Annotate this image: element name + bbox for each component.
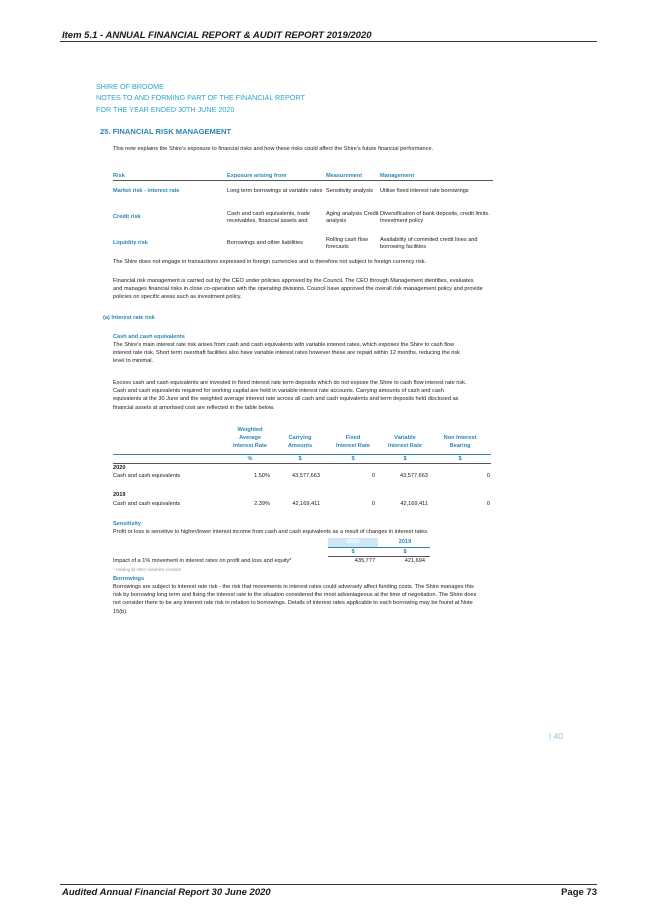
report-header-title: Item 5.1 - ANNUAL FINANCIAL REPORT & AUDIT REPORT 2019/2020: [62, 30, 372, 41]
exposure-col-header: Exposure arising from: [227, 172, 326, 181]
shire-name: SHIRE OF BROOME: [96, 82, 164, 91]
risk-management: Utilise fixed interest rate borrowings: [380, 188, 469, 195]
col-fixed-rate-header: Fixed Interest Rate: [336, 435, 370, 449]
sensitivity-text: Profit or loss is sensitive to higher/lower interest income from cash and cash equivalents as a result of changes in interest rates.: [113, 529, 429, 535]
cash-heading: Cash and cash equivalents: [113, 334, 185, 340]
variable-2019: 42,169,411: [400, 501, 428, 507]
col-variable-rate-header: Variable Interest Rate: [388, 435, 422, 449]
header-divider: [60, 41, 597, 42]
year-2019-label: 2019: [113, 492, 126, 498]
sens-value-2019: 421,694: [404, 558, 425, 564]
col-non-interest-header: Non Interest Bearing: [443, 435, 477, 449]
borrowings-heading: Borrowings: [113, 576, 145, 582]
cash-paragraph-2: Excess cash and cash equivalents are invested in fixed interest rate term deposits which do not expose the Shire to cash flow interest rate risk. Cash and cash equivalents required for working capital are held in variable interest rate accounts. Carrying amounts of cash and cash equivalents at the 30 June and the weighted average interest rate across all cash and cash equivalents and term deposits held disclosed as financial assets at amortised cost are reflected in the table below.: [113, 380, 467, 411]
risk-measurement: Aging analysis Credit analysis: [326, 210, 379, 224]
risk-measurement: Sensitivity analysis: [326, 188, 373, 195]
sens-col-2020: 2020: [346, 539, 360, 545]
sensitivity-heading: Sensitivity: [113, 521, 141, 527]
risk-name: Credit risk: [113, 214, 141, 220]
row-label-2019: Cash and cash equivalents: [113, 501, 181, 507]
sens-unit-2020: $: [351, 549, 355, 555]
risk-table-header: [113, 172, 493, 181]
fixed-2019: 0: [371, 501, 375, 507]
carrying-2020: 43,577,663: [292, 473, 320, 479]
footer-page-number: Page 73: [561, 887, 597, 898]
sens-col-2019: 2019: [398, 539, 412, 545]
risk-name: Market risk - interest rate: [113, 188, 180, 195]
risk-management: Availability of commited credit lines and borrowing facilities: [380, 236, 478, 250]
risk-exposure: Borrowings and other liabilities: [227, 240, 303, 246]
rate-2019: 2.39%: [254, 501, 270, 507]
footer-divider: [60, 884, 597, 885]
non-interest-2019: 0: [486, 501, 490, 507]
risk-table: [113, 172, 493, 255]
unit-dollar: $: [403, 456, 407, 462]
sens-unit-2019: $: [403, 549, 407, 555]
carrying-2019: 42,169,411: [292, 501, 320, 507]
fixed-2020: 0: [371, 473, 375, 479]
rate-2020: 1.50%: [254, 473, 270, 479]
year-2020-label: 2020: [113, 465, 126, 471]
borrowings-text: Borrowings are subject to interest rate risk - the risk that movements in interest rates could adversely affect funding costs. The Shire manages this risk by borrowing long term and fixing the interest rate to the situation considered the most advantageous at the time of negotiation. The Shire does not consider there to be any interest rate risk in relation to borrowings. Details of interest rates applicable to each borrowing may be found at Note 15(b).: [113, 584, 477, 615]
risk-management-paragraph: Financial risk management is carried out by the CEO under policies approved by the Council. The CEO through Management identifies, evaluates and manages financial risks in close co-operation with the operating divisions. Council have approved the overall risk management policy and provide policies on specific areas such as investment policy.: [113, 278, 483, 301]
page-marker: | 40: [548, 731, 563, 741]
notes-title: NOTES TO AND FORMING PART OF THE FINANCIAL REPORT: [96, 93, 305, 103]
row-label-2020: Cash and cash equivalents: [113, 473, 181, 479]
col-carrying-amounts-header: Carrying Amounts: [287, 435, 313, 449]
shire-heading-block: [96, 81, 305, 115]
measurement-col-header: Measurement: [326, 172, 380, 181]
table-row: [113, 233, 493, 255]
unit-percent: %: [247, 456, 253, 462]
sens-value-2020: 435,777: [354, 558, 375, 564]
unit-underline: [113, 463, 491, 464]
intro-paragraph: This note explains the Shire's exposure to financial risks and how these risks could affect the Shire's future financial performance.: [113, 146, 434, 152]
risk-name: Liquidity risk: [113, 240, 148, 246]
unit-dollar: $: [298, 456, 302, 462]
foreign-currency-paragraph: The Shire does not engage in transactions expressed in foreign currencies and is therefore not subject to foreign currency risk.: [113, 259, 427, 265]
risk-exposure: Long term borrowings at variable rates: [227, 188, 323, 195]
footer-report-title: Audited Annual Financial Report 30 June 2020: [62, 887, 271, 898]
unit-dollar: $: [458, 456, 462, 462]
sens-unit-underline: [328, 556, 430, 557]
management-col-header: Management: [380, 172, 493, 181]
risk-exposure: Cash and cash equivalents, trade receivables, financial assets and: [227, 210, 311, 224]
sens-row-label: Impact of a 1% movement in interest rates on profit and loss and equity*: [113, 558, 292, 564]
section-title: 25. FINANCIAL RISK MANAGEMENT: [100, 127, 232, 136]
year-ended: FOR THE YEAR ENDED 30TH JUNE 2020: [96, 104, 235, 114]
sens-footnote: * Holding all other variables constant: [113, 567, 181, 572]
table-row: [113, 181, 493, 203]
table-row: [113, 203, 493, 233]
non-interest-2020: 0: [486, 473, 490, 479]
col-weighted-average-header: Weighted Average Interest Rate: [233, 427, 267, 449]
risk-measurement: Rolling cash flow forecasts: [326, 236, 368, 250]
risk-management: Diversification of bank deposits, credit limits. Investment policy: [380, 210, 490, 224]
interest-rate-risk-heading: (a) Interest rate risk: [103, 315, 155, 321]
unit-dollar: $: [351, 456, 355, 462]
cash-paragraph-1: The Shire's main interest rate risk arises from cash and cash equivalents with variable interest rates, which exposes the Shire to cash flow interest rate risk. Short term overdraft facilities also have variable interest rates however these are repaid within 12 months, reducing the risk level to minimal.: [113, 342, 460, 365]
variable-2020: 43,577,663: [400, 473, 428, 479]
risk-col-header: Risk: [113, 172, 227, 181]
